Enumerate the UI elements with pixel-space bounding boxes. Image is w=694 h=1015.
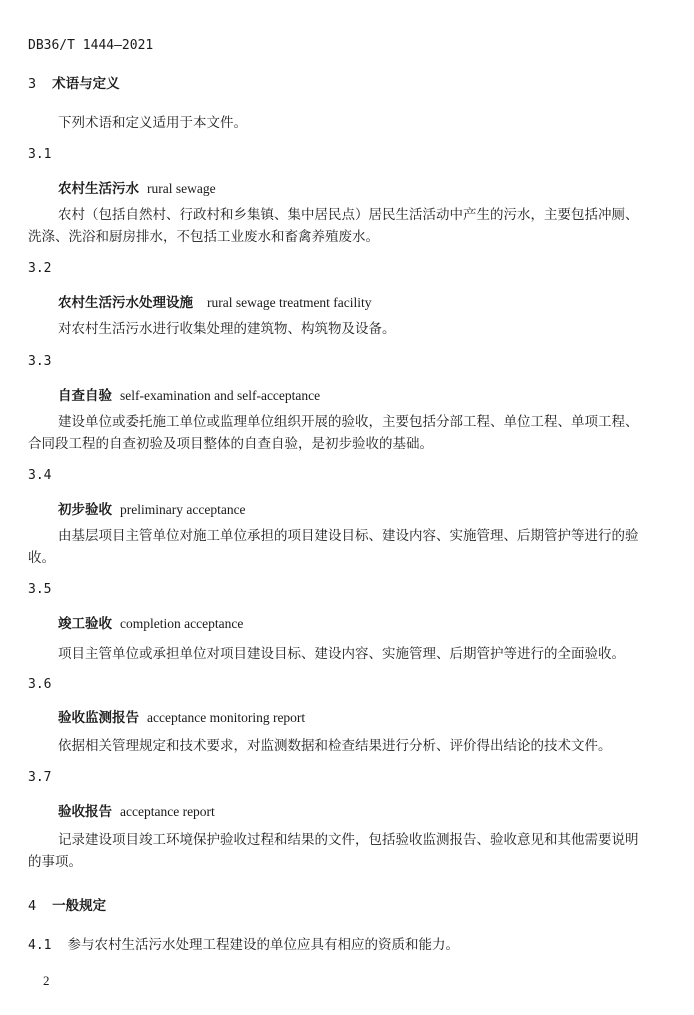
- term-zh: 初步验收: [58, 502, 112, 518]
- section-4-heading: [28, 894, 106, 914]
- term-definition-line: 收。: [28, 550, 55, 566]
- term-zh: 自查自验: [58, 388, 112, 404]
- term-en: acceptance monitoring report: [147, 710, 306, 725]
- clause-number: 4.1: [28, 938, 52, 953]
- term-title: [58, 800, 215, 820]
- term-definition-line: 农村（包括自然村、行政村和乡集镇、集中居民点）居民生活活动中产生的污水，主要包括冲厕、: [58, 207, 639, 223]
- term-en: acceptance report: [120, 804, 215, 819]
- term-en: rural sewage: [147, 181, 216, 196]
- page-number: 2: [43, 973, 50, 988]
- term-zh: 竣工验收: [58, 616, 112, 632]
- section-3-title: 术语与定义: [52, 76, 120, 92]
- term-en: preliminary acceptance: [120, 502, 246, 517]
- term-title: [58, 291, 372, 311]
- term-title: [58, 706, 305, 726]
- term-number: 3.7: [28, 770, 52, 785]
- term-definition-line: 项目主管单位或承担单位对项目建设目标、建设内容、实施管理、后期管护等进行的全面验收。: [58, 646, 625, 662]
- term-number: 3.3: [28, 354, 52, 369]
- term-definition-line: 记录建设项目竣工环境保护验收过程和结果的文件，包括验收监测报告、验收意见和其他需要说明: [58, 832, 639, 848]
- term-definition-line: 的事项。: [28, 854, 82, 870]
- term-definition-line: 对农村生活污水进行收集处理的建筑物、构筑物及设备。: [58, 321, 396, 337]
- term-definition-line: 洗涤、洗浴和厨房排水，不包括工业废水和畜禽养殖废水。: [28, 229, 379, 245]
- section-4-title: 一般规定: [52, 898, 107, 914]
- term-title: [58, 498, 246, 518]
- term-title: [58, 612, 243, 632]
- section-3-number: 3: [28, 76, 37, 92]
- term-definition-line: 合同段工程的自查初验及项目整体的自查自验，是初步验收的基础。: [28, 436, 433, 452]
- term-zh: 农村生活污水: [58, 181, 139, 197]
- term-definition-line: 建设单位或委托施工单位或监理单位组织开展的验收，主要包括分部工程、单位工程、单项工程、: [58, 414, 639, 430]
- term-number: 3.5: [28, 582, 52, 597]
- section-3-heading: [28, 72, 120, 92]
- term-en: self-examination and self-acceptance: [120, 388, 321, 403]
- term-zh: 验收报告: [58, 804, 112, 820]
- term-title: [58, 177, 216, 197]
- term-number: 3.2: [28, 261, 52, 276]
- term-number: 3.4: [28, 468, 52, 483]
- clause-4-1: [28, 934, 459, 956]
- term-number: 3.1: [28, 147, 52, 162]
- term-number: 3.6: [28, 677, 52, 692]
- clause-text: 参与农村生活污水处理工程建设的单位应具有相应的资质和能力。: [67, 937, 459, 953]
- term-en: completion acceptance: [120, 616, 244, 631]
- term-definition-line: 由基层项目主管单位对施工单位承担的项目建设目标、建设内容、实施管理、后期管护等进行的验: [58, 528, 639, 544]
- term-zh: 验收监测报告: [58, 710, 139, 726]
- document-code: DB36/T 1444—2021: [28, 38, 154, 53]
- term-title: [58, 384, 320, 404]
- term-definition-line: 依据相关管理规定和技术要求，对监测数据和检查结果进行分析、评价得出结论的技术文件。: [58, 738, 612, 754]
- section-4-number: 4: [28, 898, 37, 914]
- term-zh: 农村生活污水处理设施: [58, 295, 193, 311]
- term-en: rural sewage treatment facility: [207, 295, 372, 310]
- section-3-intro: 下列术语和定义适用于本文件。: [58, 115, 247, 131]
